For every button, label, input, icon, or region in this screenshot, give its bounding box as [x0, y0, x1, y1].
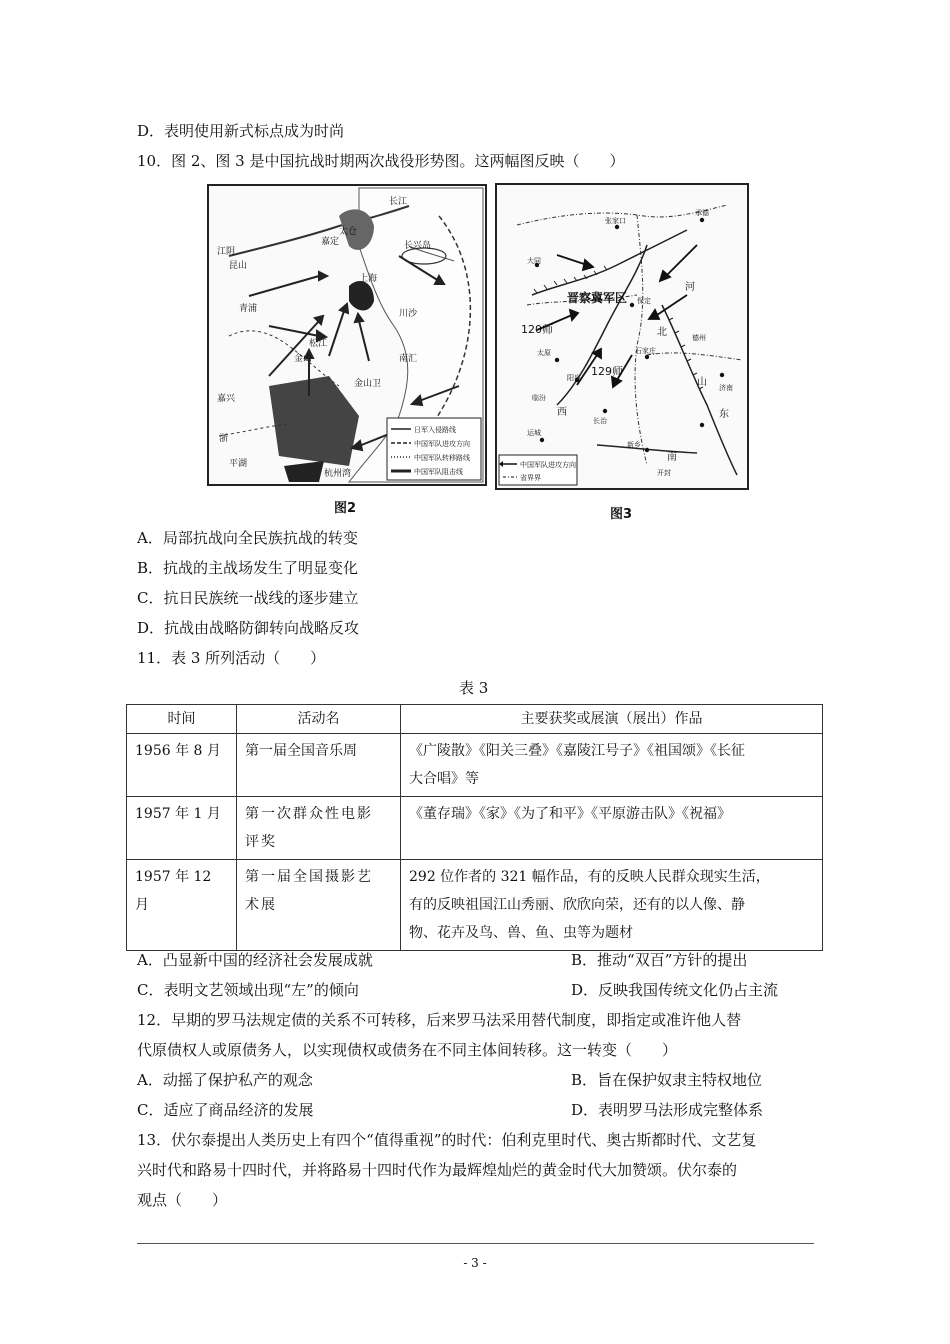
- fig3-label-linfen: 临汾: [532, 394, 546, 402]
- table-row: [127, 797, 823, 860]
- fig3-label-div120: 120师: [521, 323, 553, 336]
- fig2-label-taicang: 太仓: [339, 227, 358, 237]
- figure-2-caption: 图2: [334, 501, 357, 516]
- q12-stem-line-1: 12．早期的罗马法规定债的关系不可转移，后来罗马法采用替代制度，即指定或准许他人替: [137, 1011, 742, 1029]
- q12-option-c: C．适应了商品经济的发展: [137, 1101, 314, 1119]
- fig3-label-zone: 晋察冀军区: [567, 291, 628, 305]
- fig2-legend-item: 中国军队进攻方向: [414, 440, 470, 448]
- table-cell-time: 1956 年 8 月: [127, 734, 237, 797]
- fig2-label-chuansha: 川沙: [399, 309, 418, 319]
- fig3-label-bei: 北: [657, 327, 667, 338]
- works-line: 有的反映祖国江山秀丽、欣欣向荣，还有的以人像、静: [409, 897, 745, 913]
- q11-option-c: C．表明文艺领域出现“左”的倾向: [137, 981, 359, 999]
- table-cell-time: 1957 年 12 月: [127, 860, 237, 951]
- name-line: 第一届全国摄影艺: [245, 869, 373, 885]
- fig2-label-pinghu: 平湖: [229, 459, 248, 469]
- fig3-label-dong: 东: [719, 409, 729, 420]
- table-header-cell: 时间: [127, 705, 237, 734]
- q9-option-d: D．表明使用新式标点成为时尚: [137, 122, 345, 140]
- q13-stem-line-2: 兴时代和路易十四时代，并将路易十四时代作为最辉煌灿烂的黄金时代大加赞颂。伏尔泰的: [137, 1161, 738, 1179]
- footer-divider: [137, 1243, 814, 1244]
- table-cell-name: [237, 860, 401, 951]
- name-line: 第一次群众性电影: [245, 806, 373, 822]
- fig3-label-kaifeng: 开封: [657, 469, 671, 477]
- q11-option-a: A．凸显新中国的经济社会发展成就: [137, 951, 373, 969]
- fig2-label-songjiang: 松江: [309, 339, 328, 349]
- works-line: 292 位作者的 321 幅作品，有的反映人民群众现实生活，: [409, 869, 770, 885]
- figure-3-caption: 图3: [610, 507, 633, 522]
- table-header-cell: 活动名: [237, 705, 401, 734]
- figure-2-map: [207, 184, 487, 486]
- fig3-label-baoding: 保定: [637, 297, 651, 305]
- q13-stem-line-1: 13．伏尔泰提出人类历史上有四个“值得重视”的时代：伯利克里时代、奥古斯都时代、文艺复: [137, 1131, 757, 1149]
- q10-option-c: C．抗日民族统一战线的逐步建立: [137, 589, 359, 607]
- fig2-legend-item: 日军入侵路线: [414, 426, 456, 434]
- fig2-legend-item: 中国军队转移路线: [414, 454, 470, 462]
- q12-option-b: B．旨在保护奴隶主特权地位: [571, 1071, 763, 1089]
- q10-option-b: B．抗战的主战场发生了明显变化: [137, 559, 359, 577]
- fig2-label-changxing: 长兴岛: [404, 241, 432, 251]
- fig3-label-chengde: 承德: [695, 209, 709, 217]
- page-number: - 3 -: [463, 1256, 487, 1270]
- table-row: [127, 860, 823, 951]
- fig2-label-jiaxing: 嘉兴: [217, 394, 236, 404]
- fig2-label-changjiang: 长江: [389, 197, 408, 207]
- table-cell-works: [401, 734, 823, 797]
- table-cell-time: 1957 年 1 月: [127, 797, 237, 860]
- fig2-legend: [387, 418, 481, 480]
- fig3-label-dezhou: 德州: [692, 334, 706, 342]
- q12-option-a: A．动摇了保护私产的观念: [137, 1071, 313, 1089]
- fig2-label-qingpu: 青浦: [239, 304, 258, 314]
- fig2-label-jiangyin: 江阴: [217, 247, 236, 257]
- fig2-label-kunshan: 昆山: [229, 261, 248, 271]
- q11-option-d: D．反映我国传统文化仍占主流: [571, 981, 779, 999]
- fig2-label-shanghai: 上海: [359, 274, 378, 284]
- name-line: 术展: [245, 897, 277, 913]
- works-line: 《董存瑞》《家》《为了和平》《平原游击队》《祝福》: [409, 806, 731, 822]
- figure-3-map: [495, 183, 749, 490]
- fig3-legend-item: 中国军队进攻方向: [520, 461, 576, 469]
- table-header-cell: 主要获奖或展演（展出）作品: [401, 705, 823, 734]
- fig3-label-shan: 山: [697, 377, 707, 388]
- works-line: 《广陵散》《阳关三叠》《嘉陵江号子》《祖国颂》《长征: [409, 743, 745, 759]
- fig2-label-jinshanwei: 金山卫: [354, 379, 382, 389]
- q10-option-d: D．抗战由战略防御转向战略反攻: [137, 619, 360, 637]
- table-header-row: [127, 705, 823, 734]
- q11-option-b: B．推动“双百”方针的提出: [571, 951, 748, 969]
- table-cell-works: [401, 797, 823, 860]
- q13-stem-line-3: 观点（ ）: [137, 1191, 228, 1209]
- table-cell-name: 第一届全国音乐周: [237, 734, 401, 797]
- fig3-legend: [499, 455, 577, 485]
- name-line: 评奖: [245, 834, 277, 850]
- fig3-label-yangquan: 阳泉: [567, 374, 581, 382]
- fig3-label-xi: 西: [557, 407, 567, 418]
- q11-stem: 11．表 3 所列活动（ ）: [137, 649, 326, 667]
- fig3-label-he: 河: [685, 282, 695, 293]
- q10-option-a: A．局部抗战向全民族抗战的转变: [137, 529, 358, 547]
- fig3-label-div129: 129师: [591, 365, 623, 378]
- q10-stem: 10．图 2、图 3 是中国抗战时期两次战役形势图。这两幅图反映（ ）: [137, 152, 625, 170]
- fig3-label-taiyuan: 太原: [537, 349, 551, 357]
- table-cell-name: [237, 797, 401, 860]
- q12-option-d: D．表明罗马法形成完整体系: [571, 1101, 764, 1119]
- fig2-label-hangzhouwan: 杭州湾: [324, 469, 352, 479]
- fig2-label-nanhui: 南汇: [399, 354, 418, 364]
- fig2-label-zhejiang: 浙: [219, 434, 229, 444]
- fig3-label-jinan: 济南: [719, 384, 733, 392]
- works-line: 物、花卉及鸟、兽、鱼、虫等为题材: [409, 925, 633, 941]
- table-cell-works: [401, 860, 823, 951]
- fig3-label-datong: 大同: [527, 257, 541, 265]
- table-3: [126, 704, 823, 951]
- fig3-label-shijiazhuang: 石家庄: [635, 347, 656, 355]
- fig3-label-xinxiang: 新乡: [627, 441, 641, 449]
- table-row: [127, 734, 823, 797]
- fig3-label-zhangjiakou: 张家口: [605, 217, 626, 225]
- fig3-legend-item: 省界界: [520, 474, 541, 482]
- q12-stem-line-2: 代原债权人或原债务人，以实现债权或债务在不同主体间转移。这一转变（ ）: [137, 1041, 678, 1059]
- works-line: 大合唱》等: [409, 771, 479, 787]
- fig2-label-jiading: 嘉定: [321, 237, 340, 247]
- fig2-label-jinshan: 金山: [294, 354, 313, 364]
- fig3-label-yuncheng: 运城: [527, 429, 541, 437]
- table-3-title: 表 3: [459, 679, 489, 697]
- fig3-label-nan: 南: [667, 452, 677, 463]
- fig3-label-changzhi: 长治: [593, 417, 607, 425]
- fig2-legend-item: 中国军队阻击线: [414, 468, 463, 476]
